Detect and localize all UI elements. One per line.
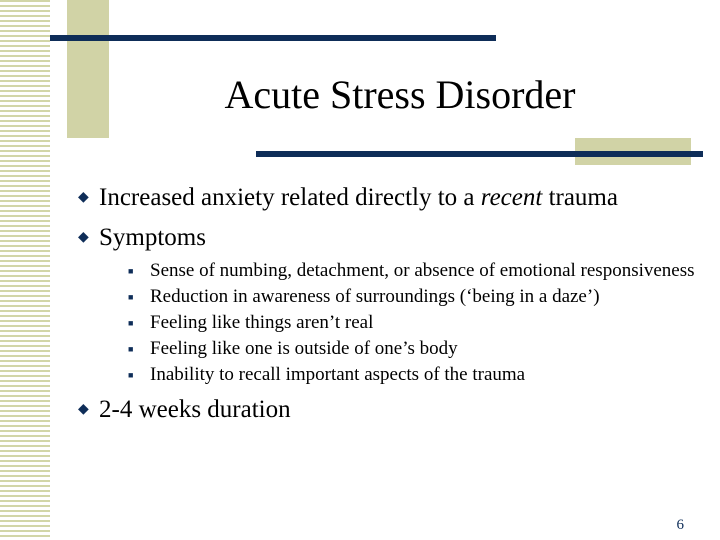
- striped-side-bar: [0, 0, 50, 540]
- symptom-item: [128, 260, 698, 282]
- symptom-text: Feeling like things aren’t real: [150, 312, 374, 333]
- bullet-text: Increased anxiety related directly to a: [99, 184, 481, 211]
- symptom-text: Feeling like one is outside of one’s body: [150, 338, 458, 359]
- bullet-item-duration: [78, 390, 698, 430]
- bullet-text-end: trauma: [542, 184, 618, 211]
- symptom-text: Reduction in awareness of surroundings (‘being in a daze’): [150, 286, 600, 307]
- bullet-emphasis: recent: [480, 184, 543, 211]
- diamond-bullet-icon: ◆: [78, 402, 89, 417]
- slide-number: 6: [676, 517, 684, 533]
- bullet-item-anxiety: [78, 178, 698, 218]
- square-bullet-icon: ■: [128, 292, 134, 302]
- title-top-rule: [50, 35, 496, 41]
- diamond-bullet-icon: ◆: [78, 190, 89, 205]
- title-bottom-rule: [256, 151, 703, 157]
- diamond-bullet-icon: ◆: [78, 230, 89, 245]
- olive-accent-block-top: [67, 0, 109, 138]
- square-bullet-icon: ■: [128, 370, 134, 380]
- bullet-list: [78, 178, 698, 430]
- square-bullet-icon: ■: [128, 266, 134, 276]
- square-bullet-icon: ■: [128, 318, 134, 328]
- bullet-item-symptoms: [78, 218, 698, 386]
- slide-title: Acute Stress Disorder: [224, 72, 576, 117]
- bullet-text: 2-4 weeks duration: [99, 396, 291, 423]
- symptom-item: [128, 364, 698, 386]
- square-bullet-icon: ■: [128, 344, 134, 354]
- symptom-list: [99, 260, 698, 386]
- symptom-text: Sense of numbing, detachment, or absence of emotional responsiveness: [150, 260, 695, 281]
- symptom-item: [128, 312, 698, 334]
- symptom-item: [128, 338, 698, 360]
- bullet-text: Symptoms: [99, 224, 206, 251]
- symptom-text: Inability to recall important aspects of the trauma: [150, 364, 526, 385]
- symptom-item: [128, 286, 698, 308]
